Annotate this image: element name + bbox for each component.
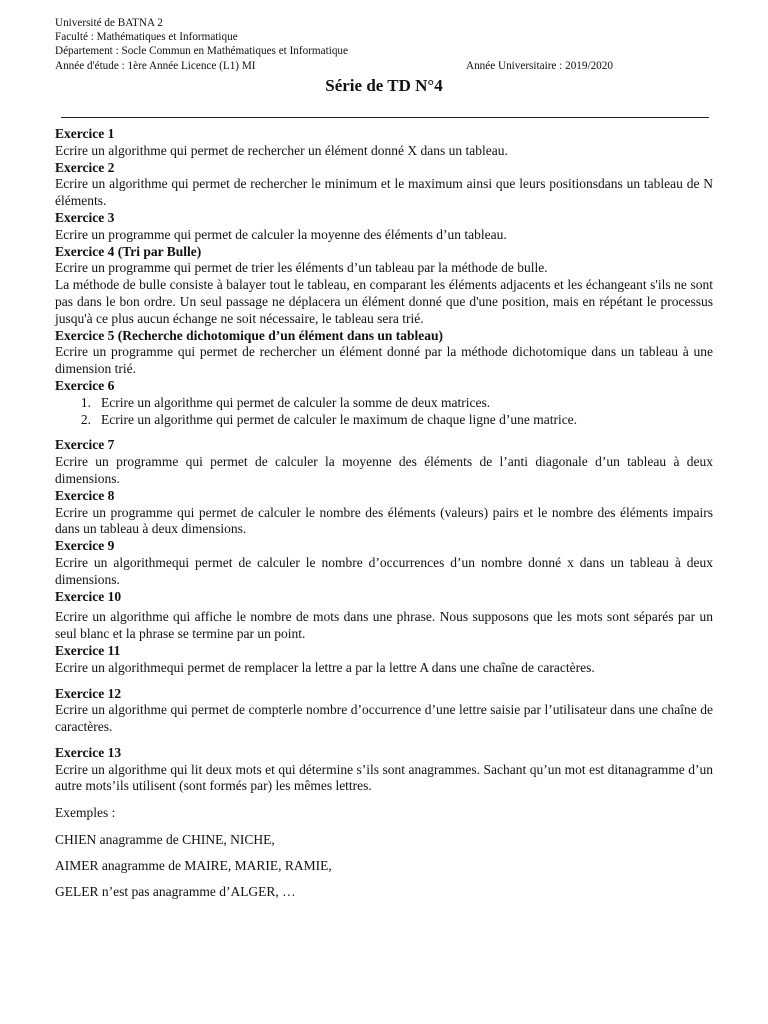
list-text: Ecrire un algorithme qui permet de calculer le maximum de chaque ligne d’une matrice. [101,411,578,427]
exercise-title: Exercice 10 [55,588,122,604]
exercise-1 [55,126,713,160]
exercise-text: Ecrire un programme qui permet de calculer la moyenne des éléments de l’anti diagonale d’un tableau à deux dimensions. [55,454,713,486]
exercise-text: Ecrire un algorithme qui permet de compterle nombre d’occurrence d’une lettre saisie par l’utilisateur dans une chaîne de caractères. [55,702,713,735]
exercise-text: Ecrire un algorithme qui affiche le nombre de mots dans une phrase. Nous supposons que les mots sont séparés par un seul blanc et la phrase se termine par un point. [55,609,713,642]
exercise-3 [55,210,713,244]
year-line [55,59,695,73]
exercise-title: Exercice 6 [55,377,115,393]
department-name: Département : Socle Commun en Mathématiques et Informatique [55,45,348,58]
exercise-title: Exercice 8 [55,487,115,503]
exercise-text: Ecrire un algorithme qui lit deux mots et qui détermine s’ils sont anagrammes. Sachant qu’un mot est ditanagramme d’un autre mots’ils utilisent (sont formés par) les mêmes lettres. [55,761,713,794]
exercise-4 [55,244,713,328]
exercise-12 [55,686,713,736]
exercise-title: Exercice 9 [55,538,115,554]
example-line: AIMER anagramme de MAIRE, MARIE, RAMIE, [55,857,332,873]
exercise-text: Ecrire un algorithme qui permet de rechercher le minimum et le maximum ainsi que leurs positionsdans un tableau de N éléments. [55,176,713,209]
exercise-text: Ecrire un programme qui permet de calculer le nombre des éléments (valeurs) pairs et le nombre des éléments impairs dans un tableau à deux dimensions. [55,504,713,537]
exercise-title: Exercice 4 (Tri par Bulle) [55,243,202,259]
exercise-2 [55,160,713,210]
exercise-title: Exercice 7 [55,437,115,453]
exercise-13 [55,745,713,795]
academic-year: Année Universitaire : 2019/2020 [466,59,613,72]
exercise-title: Exercice 2 [55,159,115,175]
exercise-6 [55,378,713,428]
exercise-6-list [55,395,713,429]
title-divider [61,117,709,118]
exercise-7 [55,437,713,487]
document-header [55,16,695,73]
university-name: Université de BATNA 2 [55,17,163,29]
exercise-description: La méthode de bulle consiste à balayer tout le tableau, en comparant les éléments adjacents et les échangeant s'ils ne sont pas dans le bon ordre. Un seul passage ne déplacera un élément donné que d'une position, mais en répétant le processus jusqu'à ce plus aucun échange ne soit nécessaire, le tableau sera trié. [55,277,713,326]
list-number: 1. [80,394,91,410]
exercise-text: Ecrire un programme qui permet de calculer la moyenne des éléments d’un tableau. [55,226,507,242]
examples-label: Exemples : [55,805,116,821]
exercise-11 [55,643,713,677]
study-year: Année d'étude : 1ère Année Licence (L1) MI [55,59,256,72]
list-text: Ecrire un algorithme qui permet de calculer la somme de deux matrices. [101,394,491,410]
exercise-text: Ecrire un algorithmequi permet de remplacer la lettre a par la lettre A dans une chaîne de caractères. [55,659,595,675]
exercise-text: Ecrire un algorithmequi permet de calculer le nombre d’occurrences d’un nombre donné x dans un tableau à deux dimensions. [55,554,713,587]
exercise-title: Exercice 1 [55,126,115,141]
exercise-list [55,126,713,900]
exercise-8 [55,488,713,538]
exercise-title: Exercice 5 (Recherche dichotomique d’un élément dans un tableau) [55,327,443,343]
exercise-title: Exercice 3 [55,209,115,225]
exercise-10 [55,589,713,643]
exercise-title: Exercice 11 [55,642,121,658]
list-item [55,412,713,429]
exercise-5 [55,328,713,378]
exercise-text: Ecrire un programme qui permet de rechercher un élément donné par la méthode dichotomique dans un tableau à une dimension trié. [55,344,713,377]
page-title: Série de TD N°4 [325,76,443,95]
example-line: GELER n’est pas anagramme d’ALGER, … [55,883,296,899]
exercise-text: Ecrire un programme qui permet de trier les éléments d’un tableau par la méthode de bulle. [55,260,548,276]
exercise-title: Exercice 13 [55,744,122,760]
list-number: 2. [80,411,91,427]
exercise-text: Ecrire un algorithme qui permet de rechercher un élément donné X dans un tableau. [55,142,508,158]
exercise-title: Exercice 12 [55,685,122,701]
list-item [55,395,713,412]
exercise-9 [55,538,713,588]
example-line: CHIEN anagramme de CHINE, NICHE, [55,832,275,848]
faculty-name: Faculté : Mathématiques et Informatique [55,31,238,44]
